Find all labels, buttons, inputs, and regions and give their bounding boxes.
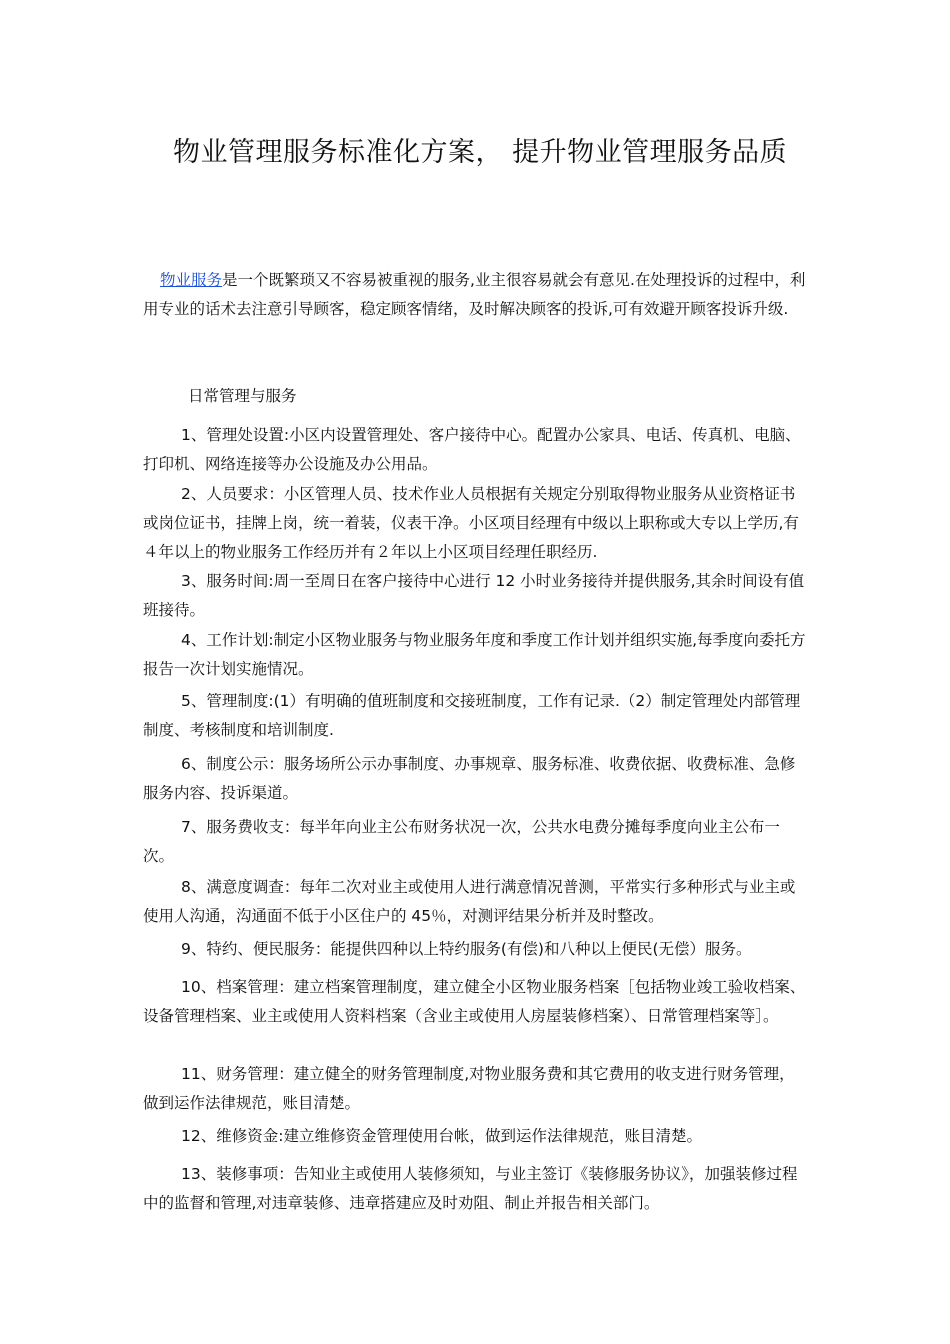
intro-paragraph <box>143 266 808 324</box>
document-title: 物业管理服务标准化方案， 提升物业管理服务品质 <box>173 137 788 168</box>
list-item: 12、维修资金:建立维修资金管理使用台帐，做到运作法律规范，账目清楚。 <box>181 1127 702 1145</box>
list-item: 10、档案管理：建立档案管理制度，建立健全小区物业服务档案［包括物业竣工验收档案、设备管理档案、业主或使用人资料档案（含业主或使用人房屋装修档案）、日常管理档案等］。 <box>143 978 806 1025</box>
list-item: 1、管理处设置:小区内设置管理处、客户接待中心。配置办公家具、电话、传真机、电脑、打印机、网络连接等办公设施及办公用品。 <box>143 426 801 473</box>
list-item: 8、满意度调查：每年二次对业主或使用人进行满意情况普测，平常实行多种形式与业主或使用人沟通，沟通面不低于小区住户的 45％，对测评结果分析并及时整改。 <box>143 878 796 925</box>
list-item: 4、工作计划:制定小区物业服务与物业服务年度和季度工作计划并组织实施,每季度向委托方报告一次计划实施情况。 <box>143 631 806 678</box>
section-heading: 日常管理与服务 <box>188 387 297 405</box>
list-item: 5、管理制度:(1）有明确的值班制度和交接班制度，工作有记录.（2）制定管理处内部管理制度、考核制度和培训制度. <box>143 692 801 739</box>
list-item: 7、服务费收支：每半年向业主公布财务状况一次，公共水电费分摊每季度向业主公布一次。 <box>143 818 780 865</box>
list-item: 11、财务管理：建立健全的财务管理制度,对物业服务费和其它费用的收支进行财务管理，做到运作法律规范，账目清楚。 <box>143 1065 795 1112</box>
list-item: 13、装修事项：告知业主或使用人装修须知，与业主签订《装修服务协议》，加强装修过程中的监督和管理,对违章装修、违章搭建应及时劝阻、制止并报告相关部门。 <box>143 1165 798 1212</box>
list-item: 2、人员要求：小区管理人员、技术作业人员根据有关规定分别取得物业服务从业资格证书或岗位证书，挂牌上岗，统一着装，仪表干净。小区项目经理有中级以上职称或大专以上学历,有４年以上的物业服务工作经历并有２年以上小区项目经理任职经历. <box>143 485 799 561</box>
list-item: 9、特约、便民服务：能提供四种以上特约服务(有偿)和八种以上便民(无偿）服务。 <box>181 940 752 958</box>
intro-text: 是一个既繁琐又不容易被重视的服务,业主很容易就会有意见.在处理投诉的过程中，利用专业的话术去注意引导顾客，稳定顾客情绪，及时解决顾客的投诉,可有效避开顾客投诉升级. <box>143 271 806 318</box>
list-item: 6、制度公示：服务场所公示办事制度、办事规章、服务标准、收费依据、收费标准、急修服务内容、投诉渠道。 <box>143 755 796 802</box>
property-service-link[interactable]: 物业服务 <box>160 271 223 289</box>
list-item: 3、服务时间:周一至周日在客户接待中心进行 12 小时业务接待并提供服务,其余时间设有值班接待。 <box>143 572 805 619</box>
